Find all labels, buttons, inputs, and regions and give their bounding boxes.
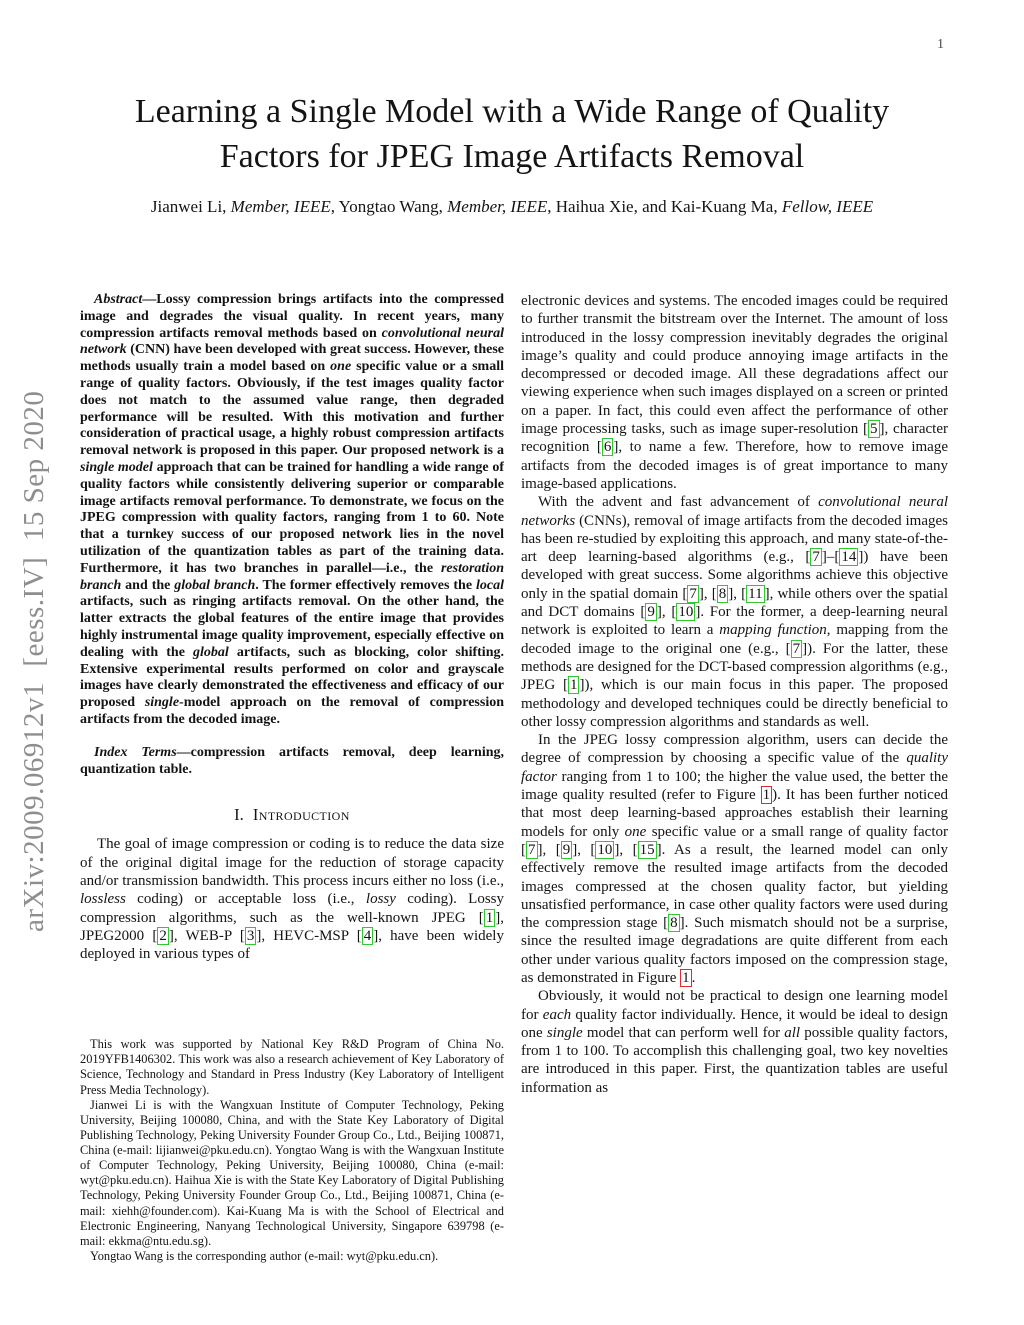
text-segment: convolutional neural network: [80, 325, 504, 358]
body-paragraph: With the advent and fast advancement of convolutional neural networks (CNNs), removal of image artifacts from the decoded images has been re-studied by exploiting this approach, and many state-of-the-art deep learning-based algorithms (e.g., [ 7 ]–[ 14 ]) have been developed with great success. Some algorithms achieve this objective only in the spatial domain [ 7 ], [ 8 ], [ 11 ], while others over the spatial and DCT domains [ 9 ], [ 10 ]. For the former, a deep-learning neural network is exploited to learn a mapping function, mapping from the decoded image to the original one (e.g., [ 7 ]). For the latter, these methods are designed for the DCT-based compression algorithms (e.g., JPEG [ 1 ]), which is our main focus in this paper. The proposed methodology and developed techniques could be directly beneficial to other lossy compression algorithms and standards as well.: [521, 494, 948, 730]
index-terms: Index Terms—compression artifacts removal, deep learning, quantization table.: [80, 744, 504, 777]
text-segment: one: [330, 359, 352, 375]
text-segment: local: [476, 577, 504, 593]
text-segment: restoration branch: [80, 560, 504, 593]
text-segment: global branch: [174, 577, 256, 593]
citation-link[interactable]: 10: [597, 841, 613, 858]
citation-link[interactable]: 3: [246, 927, 255, 944]
citation-link[interactable]: 5: [870, 421, 878, 438]
intro-paragraph: The goal of image compression or coding is to reduce the data size of the original digital image for the reduction of storage capacity and/or transmission bandwidth. This process incurs either no loss (i.e., lossless coding) or acceptable loss (i.e., lossy coding). Lossy compression algorithms, such as the well-known JPEG [ 1 ], JPEG2000 [ 2 ], WEB-P [ 3 ], HEVC-MSP [ 4 ], have been widely deployed in various types of: [80, 836, 504, 963]
arxiv-banner: arXiv:2009.06912v1 [eess.IV] 15 Sep 2020: [18, 390, 50, 932]
text-segment: convolutional neural networks: [521, 494, 948, 529]
citation-link[interactable]: 6: [603, 439, 612, 456]
citation-link[interactable]: 8: [670, 915, 678, 932]
figure-ref-link[interactable]: 1: [682, 969, 690, 986]
citation-link[interactable]: 9: [647, 604, 655, 621]
citation-link[interactable]: 7: [792, 640, 801, 657]
authors-line: Jianwei Li, Member, IEEE, Yongtao Wang, Member, IEEE, Haihua Xie, and Kai-Kuang Ma, Fellow, IEEE: [150, 197, 874, 216]
citation-link[interactable]: 14: [841, 549, 857, 566]
citation-link[interactable]: 10: [678, 604, 694, 621]
section-title: Introduction: [252, 805, 350, 825]
abstract-paragraph: Abstract—Lossy compression brings artifacts into the compressed image and degrades the visual quality. In recent years, many compression artifacts removal methods based on convolutional neural network (CNN) have been developed with great success. However, these methods usually train a model based on one specific value or a small range of quality factors. Obviously, if the test images quality factor does not match to the assumed value range, then degraded performance will be resulted. With this motivation and further consideration of practical usage, a highly robust compression artifacts removal network is proposed in this paper. Our proposed network is a single model approach that can be trained for handling a wide range of quality factors while consistently delivering superior or comparable image artifacts removal performance. To demonstrate, we focus on the JPEG compression with quality factors, ranging from 1 to 60. Note that a turnkey success of our proposed network lies in the novel utilization of the quantization tables as part of the training data. Furthermore, it has two branches in parallel—i.e., the restoration branch and the global branch. The former effectively removes the local artifacts, such as ringing artifacts removal. On the other hand, the latter extracts the global features of the entire image that provides highly instrumental image quality improvement, especially effective on dealing with the global artifacts, such as blocking, color shifting. Extensive experimental results performed on color and grayscale images have clearly demonstrated the effectiveness and efficacy of our proposed single-model approach on the removal of compression artifacts from the decoded image.: [80, 292, 504, 727]
footnote-paragraph: Jianwei Li is with the Wangxuan Institute of Computer Technology, Peking University, Beijing 100080, China, and with the State Key Laboratory of Digital Publishing Technology, Peking University Founder Group Co., Ltd., Beijing 100871, China (e-mail: lijianwei@pku.edu.cn). Yongtao Wang is with the Wangxuan Institute of Computer Technology, Peking University, Beijing 100080, China (e-mail: wyt@pku.edu.cn). Haihua Xie is with the State Key Laboratory of Digital Publishing Technology, Peking University Founder Group Co., Ltd., Beijing 100871, China (e-mail: xiehh@founder.com). Kai-Kuang Ma is with the School of Electrical and Electronic Engineering, Nanyang Technological University, Singapore 639798 (e-mail: ekkma@ntu.edu.sg).: [80, 1097, 504, 1248]
body-paragraph: electronic devices and systems. The encoded images could be required to further transmit the bitstream over the Internet. The amount of loss introduced in the lossy compression inevitably degrades the original image’s quality and could produce annoying image artifacts in the decompressed or decoded image. All these degradations affect our viewing experience when such images displayed on a screen or printed on a paper. In fact, this could even affect the performance of other image processing tasks, such as image super-resolution [ 5 ], character recognition [ 6 ], to name a few. Therefore, how to remove image artifacts from the decoded images is of great importance to many image-based applications.: [521, 293, 948, 492]
text-segment: Member, IEEE: [230, 197, 331, 216]
citation-link[interactable]: 4: [363, 927, 372, 944]
text-segment: single: [546, 1024, 583, 1041]
citation-link[interactable]: 11: [748, 585, 763, 602]
text-segment: Member, IEEE: [447, 197, 548, 216]
citation-link[interactable]: 15: [639, 841, 655, 858]
left-column: [80, 292, 504, 1264]
text-segment: Fellow, IEEE: [781, 197, 874, 216]
text-segment: global: [193, 644, 229, 660]
text-segment: single: [144, 695, 180, 711]
page-number: 1: [937, 37, 944, 52]
citation-link[interactable]: 7: [528, 841, 536, 858]
text-segment: Abstract: [94, 292, 143, 307]
figure-ref-link[interactable]: 1: [762, 787, 771, 804]
citation-link[interactable]: 2: [159, 927, 167, 944]
paper-title: Learning a Single Model with a Wide Range of Quality Factors for JPEG Image Artifacts Removal: [134, 93, 890, 175]
text-segment: single model: [80, 459, 153, 475]
citation-link[interactable]: 1: [485, 909, 494, 926]
section-number: I.: [234, 805, 244, 825]
text-segment: one: [624, 823, 647, 840]
citation-link[interactable]: 9: [562, 841, 571, 858]
citation-link[interactable]: 7: [689, 585, 697, 602]
text-segment: lossless: [80, 891, 126, 908]
footnote-paragraph: Yongtao Wang is the corresponding author (e-mail: wyt@pku.edu.cn).: [90, 1248, 439, 1263]
text-segment: Index Terms: [94, 744, 177, 760]
text-segment: mapping function: [719, 622, 827, 639]
right-column: [521, 292, 948, 1292]
text-segment: quality factor: [521, 750, 948, 785]
body-paragraph: Obviously, it would not be practical to design one learning model for each quality factor individually. Hence, it would be ideal to design one single model that can perform well for all possible quality factors, from 1 to 100. To accomplish this challenging goal, two key novelties are introduced in this paper. First, the quantization tables are useful information as: [521, 988, 948, 1096]
text-segment: lossy: [365, 891, 396, 908]
citation-link[interactable]: 8: [718, 585, 727, 602]
footnote-paragraph: This work was supported by National Key R&D Program of China No. 2019YFB1406302. This work was also a research achievement of Key Laboratory of Science, Technology and Standard in Press Industry (Key Laboratory of Intelligent Press Media Technology).: [80, 1037, 504, 1097]
footnote-block: [80, 1031, 504, 1264]
text-segment: all: [784, 1024, 801, 1041]
body-paragraph: In the JPEG lossy compression algorithm, users can decide the degree of compression by choosing a specific value of the quality factor ranging from 1 to 100; the higher the value used, the better the image quality resulted (refer to Figure 1 ). It has been further noticed that most deep learning-based approaches establish their learning models for only one specific value or a small range of quality factor [ 7 ], [ 9 ], [ 10 ], [ 15 ]. As a result, the learned model can only effectively remove the resulted image artifacts from the decoded images compressed at the chosen quality factor, but yielding unsatisfied performance, in case other quality factors were used during the compression stage [ 8 ]. Such mismatch should not be a surprise, since the resulted image degradations are quite different from each other under various quality factors imposed on the compression stage, as demonstrated in Figure 1 .: [521, 732, 948, 986]
text-segment: each: [542, 1006, 572, 1023]
citation-link[interactable]: 7: [812, 549, 820, 566]
section-heading-introduction: [80, 805, 504, 825]
citation-link[interactable]: 1: [569, 677, 578, 694]
